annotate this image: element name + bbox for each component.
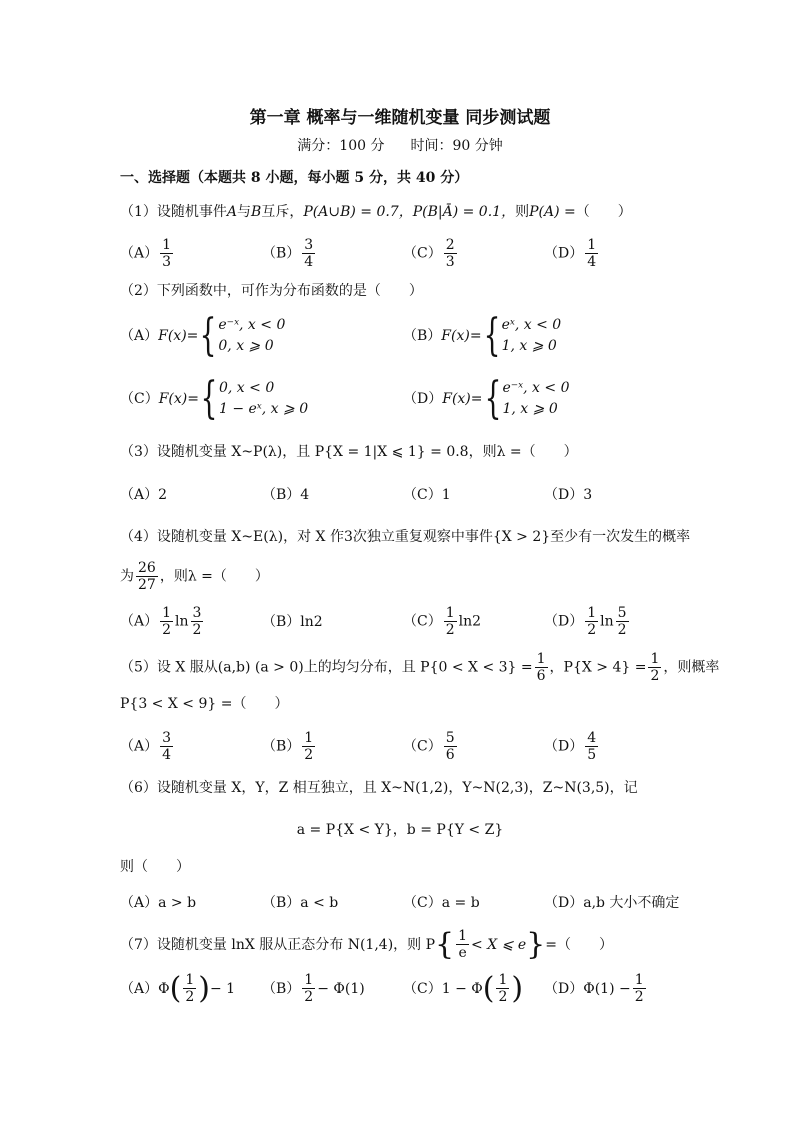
q2-option-c[interactable]: （C） F(x)= { 0, x < 0 1 − eˣ, x ⩾ 0 [120,373,309,424]
q5-option-b[interactable]: （B） $\frac{1}{2}$ [262,730,314,763]
q3-option-c[interactable]: （C）1 [403,487,451,503]
q7-option-a[interactable]: （A） Φ ( $\frac{1}{2}$ ) − 1 [120,970,236,1006]
time-limit: 时间：90 分钟 [410,138,503,154]
section-heading: 一、选择题（本题共 8 小题，每小题 5 分，共 40 分） [120,170,469,186]
q4-option-c[interactable]: （C） $\frac{1}{2}$ ln2 [403,605,482,638]
question-4-stem: （4）设随机变量 X~E(λ)，对 X 作3次独立重复观察中事件{X > 2}至少有一次发生的概率 [120,529,691,545]
q1-option-c[interactable]: （C） $\frac{2}{3}$ [403,237,455,270]
q5-option-d[interactable]: （D） $\frac{4}{5}$ [544,730,597,763]
q3-option-b[interactable]: （B）4 [262,487,310,503]
q4-option-b[interactable]: （B）ln2 [262,614,323,630]
q7-option-b[interactable]: （B） $\frac{1}{2}$ − Φ(1) [262,972,365,1005]
q1-option-b[interactable]: （B） $\frac{3}{4}$ [262,237,314,270]
q6-option-b[interactable]: （B）a < b [262,895,339,911]
q4-option-d[interactable]: （D） $\frac{1}{2}$ ln $\frac{5}{2}$ [544,605,627,638]
q3-option-a[interactable]: （A）2 [120,487,168,503]
q5-option-a[interactable]: （A） $\frac{3}{4}$ [120,730,172,763]
q1-option-d[interactable]: （D） $\frac{1}{4}$ [544,237,597,270]
question-5-stem-line2: P{3 < X < 9} =（ ） [120,696,289,712]
question-1-stem: （1）设随机事件A与B互斥，P(A∪B) = 0.7，P(B|Ā) = 0.1，则P(A) =（ ） [120,204,632,220]
exam-meta [0,135,800,155]
q4-option-a[interactable]: （A） $\frac{1}{2}$ ln $\frac{3}{2}$ [120,605,202,638]
q7-option-d[interactable]: （D） Φ(1) − $\frac{1}{2}$ [544,972,644,1005]
q6-option-d[interactable]: （D）a,b 大小不确定 [544,895,680,911]
question-5-stem: （5）设 X 服从(a,b) (a > 0)上的均匀分布，且 P{0 < X < 3} = $\frac{1}{6}$ ，P{X > 4} = $\frac{1}{2}$ ，则概率 [120,651,720,684]
q6-option-a[interactable]: （A）a > b [120,895,197,911]
q1-option-a[interactable]: （A） $\frac{1}{3}$ [120,237,172,270]
q2-option-b[interactable]: （B） F(x)= { eˣ, x < 0 1, x ⩾ 0 [403,310,562,361]
question-6-definition: a = P{X < Y}，b = P{Y < Z} [296,822,504,838]
full-score: 满分：100 分 [297,138,385,154]
q2-option-a[interactable]: （A） F(x)= { e⁻ˣ, x < 0 0, x ⩾ 0 [120,310,286,361]
q2-option-d[interactable]: （D） F(x)= { e⁻ˣ, x < 0 1, x ⩾ 0 [403,373,570,424]
q7-option-c[interactable]: （C） 1 − Φ ( $\frac{1}{2}$ ) [403,970,524,1006]
q5-option-c[interactable]: （C） $\frac{5}{6}$ [403,730,455,763]
q3-option-d[interactable]: （D）3 [544,487,593,503]
question-6-stem: （6）设随机变量 X，Y，Z 相互独立，且 X~N(1,2)，Y~N(2,3)，Z~N(3,5)，记 [120,780,638,796]
question-4-stem-line2: 为 $\frac{26}{27}$ ，则λ =（ ） [120,560,269,593]
question-6-prompt: 则（ ） [120,859,190,875]
question-7-stem: （7）设随机变量 lnX 服从正态分布 N(1,4)，则 P { $\frac{1}{e}$ < X ⩽ e } =（ ） [120,926,613,962]
question-2-stem: （2）下列函数中，可作为分布函数的是（ ） [120,283,423,299]
question-3-stem: （3）设随机变量 X~P(λ)，且 P{X = 1|X ⩽ 1} = 0.8，则λ =（ ） [120,444,578,460]
page-title: 第一章 概率与一维随机变量 同步测试题 [249,108,551,128]
q6-option-c[interactable]: （C）a = b [403,895,480,911]
